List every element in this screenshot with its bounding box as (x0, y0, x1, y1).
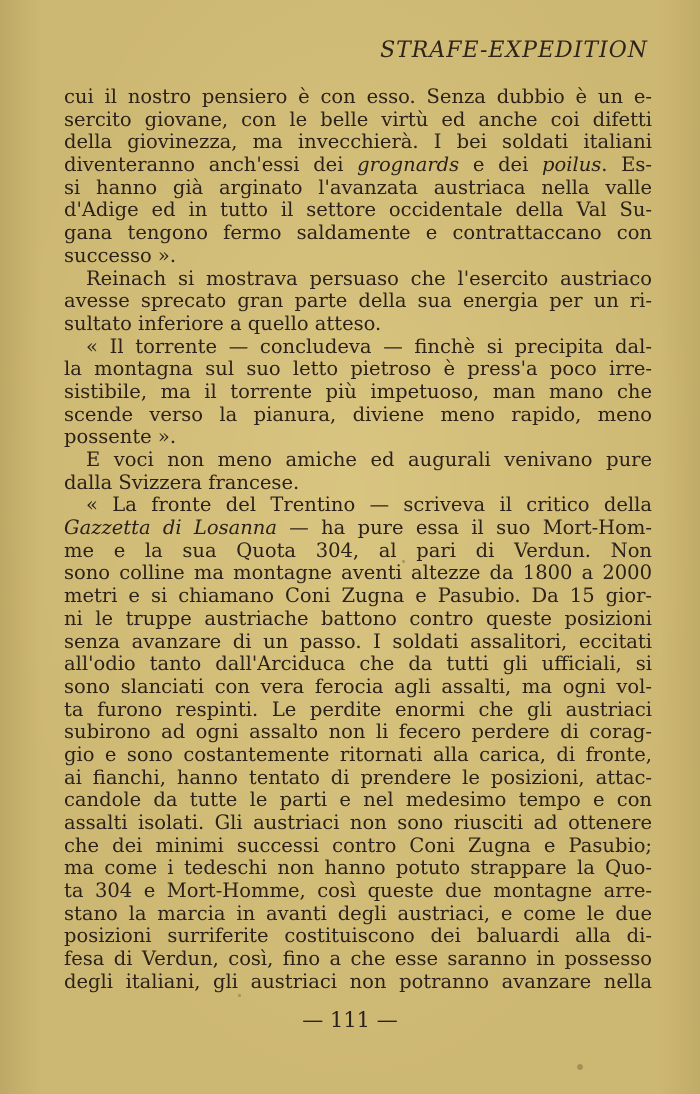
text-line: possente ». (64, 425, 177, 449)
text-line: avesse sprecato gran parte della sua energia per un ri- (64, 289, 652, 313)
body-text (64, 86, 652, 994)
text-line: sono colline ma montagne aventi altezze da 1800 a 2000 (64, 561, 652, 585)
text-line: sultato inferiore a quello atteso. (64, 311, 382, 335)
text-line: candole da tutte le parti e nel medesimo tempo e con (64, 788, 652, 812)
page-number: — 111 — (302, 1008, 398, 1032)
text-line: « La fronte del Trentino — scriveva il critico della (86, 493, 652, 517)
text-line: sercito giovane, con le belle virtù ed anche coi difetti (64, 107, 652, 131)
text-line: la montagna sul suo letto pietroso è press'a poco irre- (64, 357, 652, 381)
paper-spot (402, 560, 405, 563)
text-line: metri e si chiamano Coni Zugna e Pasubio. Da 15 gior- (64, 584, 652, 608)
text-line: della giovinezza, ma invecchierà. I bei soldati italiani (64, 130, 652, 154)
text-line: che dei minimi successi contro Coni Zugna e Pasubio; (64, 833, 652, 857)
text-line: ni le truppe austriache battono contro queste posizioni (64, 606, 652, 630)
text-line: diventeranno anch'essi dei grognards e dei poilus. Es- (64, 153, 652, 177)
text-line: ma come i tedeschi non hanno potuto strappare la Quo- (64, 856, 652, 880)
text-line: ai fianchi, hanno tentato di prendere le posizioni, attac- (64, 765, 652, 789)
text-line: « Il torrente — concludeva — finchè si precipita dal- (86, 334, 652, 358)
text-line: stano la marcia in avanti degli austriaci, e come le due (64, 901, 652, 925)
text-line: scende verso la pianura, diviene meno rapido, meno (64, 402, 652, 426)
text-line: Gazzetta di Losanna — ha pure essa il suo Mort-Hom- (64, 516, 652, 540)
text-line: sono slanciati con vera ferocia agli assalti, ma ogni vol- (64, 674, 652, 698)
paper-spot (238, 994, 241, 997)
running-head: STRAFE-EXPEDITION (380, 38, 648, 63)
text-line: fesa di Verdun, così, fino a che esse saranno in possesso (64, 947, 652, 971)
text-line: gana tengono fermo saldamente e contrattaccano con (64, 221, 652, 245)
text-line: posizioni surriferite costituiscono dei baluardi alla di- (64, 924, 652, 948)
text-line: si hanno già arginato l'avanzata austriaca nella valle (64, 175, 652, 199)
text-line: degli italiani, gli austriaci non potranno avanzare nella (64, 969, 652, 993)
text-line: all'odio tanto dall'Arciduca che da tutti gli ufficiali, si (64, 652, 652, 676)
text-line: senza avanzare di un passo. I soldati assalitori, eccitati (64, 629, 652, 653)
text-line: me e la sua Quota 304, al pari di Verdun. Non (64, 538, 652, 562)
text-line: successo ». (64, 243, 177, 267)
text-line: assalti isolati. Gli austriaci non sono riusciti ad ottenere (64, 811, 652, 834)
paper-spot (577, 1064, 583, 1070)
text-line: d'Adige ed in tutto il settore occidentale della Val Su- (64, 198, 652, 222)
text-line: subirono ad ogni assalto non li fecero perdere di corag- (64, 720, 652, 744)
text-line: E voci non meno amiche ed augurali venivano pure (86, 448, 652, 471)
text-line: ta 304 e Mort-Homme, così queste due montagne arre- (64, 879, 652, 903)
text-line: ta furono respinti. Le perdite enormi che gli austriaci (64, 697, 652, 721)
text-line: dalla Svizzera francese. (64, 470, 300, 494)
text-line: gio e sono costantemente ritornati alla carica, di fronte, (64, 742, 652, 766)
text-line: sistibile, ma il torrente più impetuoso, man mano che (64, 379, 652, 403)
text-line: Reinach si mostrava persuaso che l'esercito austriaco (86, 266, 652, 290)
text-line: cui il nostro pensiero è con esso. Senza dubbio è un e- (64, 85, 652, 108)
